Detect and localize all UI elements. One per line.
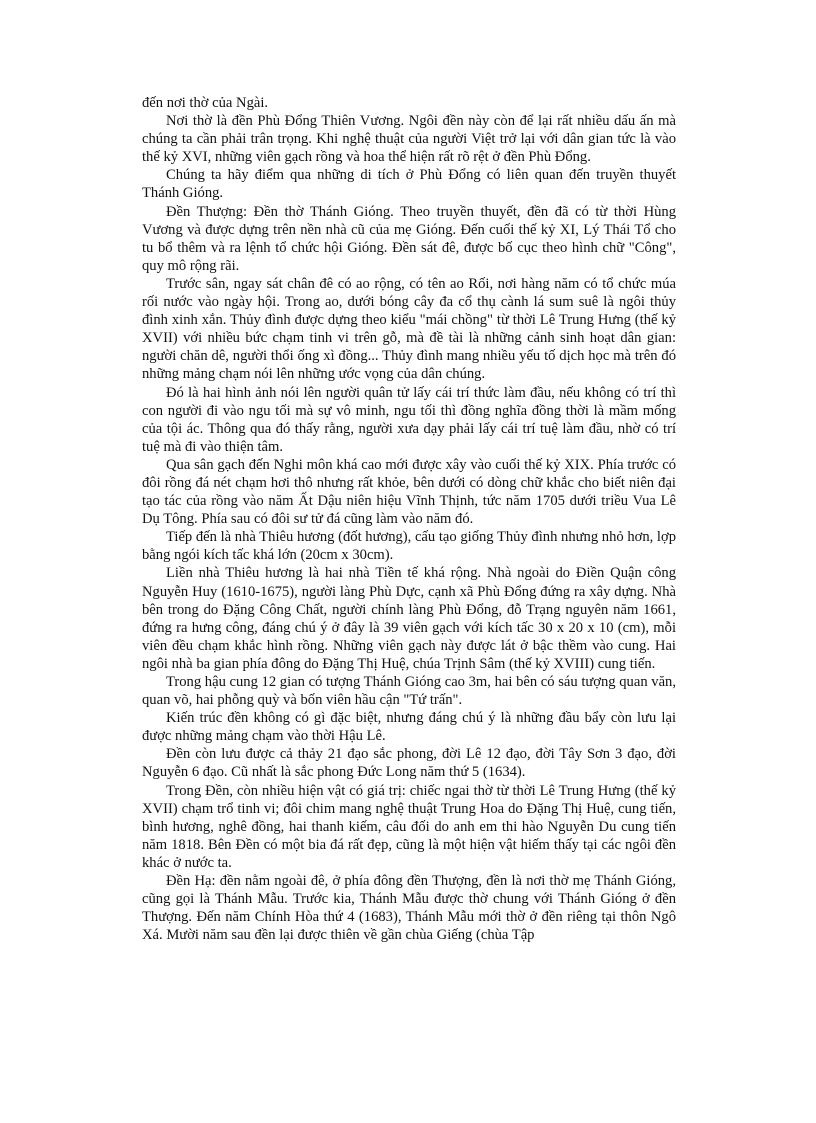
paragraph-2: Nơi thờ là đền Phù Đổng Thiên Vương. Ngôi đền này còn để lại rất nhiều dấu ấn mà chúng ta cần phải trân trọng. Khi nghệ thuật của người Việt trở lại với dân gian tức là vào thế kỷ XVI, những viên gạch rồng và hoa thể hiện rất rõ rệt ở đền Phù Đổng.: [142, 113, 676, 166]
paragraph-7: Qua sân gạch đến Nghi môn khá cao mới được xây vào cuối thế kỷ XIX. Phía trước có đôi rồng đá nét chạm hơi thô nhưng rất khỏe, bên dưới có dòng chữ khắc cho biết niên đại tạo tác của rồng vào năm Ất Dậu niên hiệu Vĩnh Thịnh, tức năm 1705 dưới triều Vua Lê Dụ Tông. Phía sau có đôi sư tử đá cũng làm vào năm đó.: [142, 456, 676, 528]
document-body: [142, 94, 676, 944]
paragraph-1: đến nơi thờ của Ngài.: [142, 95, 269, 111]
paragraph-10: Trong hậu cung 12 gian có tượng Thánh Gióng cao 3m, hai bên có sáu tượng quan văn, quan võ, hai phỗng quỳ và bốn viên hầu cận "Tứ trấn".: [142, 674, 676, 709]
paragraph-8: Tiếp đến là nhà Thiêu hương (đốt hương), cấu tạo giống Thủy đình nhưng nhỏ hơn, lợp bằng ngói kích tấc khá lớn (20cm x 30cm).: [142, 529, 676, 564]
paragraph-13: Trong Đền, còn nhiều hiện vật có giá trị: chiếc ngai thờ từ thời Lê Trung Hưng (thế kỷ XVII) chạm trổ tinh vi; đôi chim mang nghệ thuật Trung Hoa do Đặng Thị Huệ, cung tiến, bình hương, nghê đồng, hai thanh kiếm, câu đối do anh em thi hào Nguyễn Du cung tiến năm 1818. Bên Đền có một bia đá rất đẹp, cũng là một hiện vật hiếm thấy tại các ngôi đền khác ở nước ta.: [142, 782, 676, 871]
paragraph-9: Liền nhà Thiêu hương là hai nhà Tiền tế khá rộng. Nhà ngoài do Điền Quận công Nguyễn Huy (1610-1675), người làng Phù Dực, cạnh xã Phù Đổng đứng ra xây dựng. Nhà bên trong do Đặng Công Chất, người chính làng Phù Đổng, đỗ Trạng nguyên năm 1661, đứng ra hưng công, đáng chú ý ở đây là 39 viên gạch với kích tấc 30 x 20 x 10 (cm), mỗi viên đều chạm khắc hình rồng. Những viên gạch này được lát ở bậc thềm vào cung. Hai ngôi nhà ba gian phía đông do Đặng Thị Huệ, chúa Trịnh Sâm (thế kỷ XVIII) cung tiến.: [142, 565, 676, 672]
paragraph-3: Chúng ta hãy điểm qua những di tích ở Phù Đổng có liên quan đến truyền thuyết Thánh Gióng.: [142, 167, 676, 202]
paragraph-12: Đền còn lưu được cả thảy 21 đạo sắc phong, đời Lê 12 đạo, đời Tây Sơn 3 đạo, đời Nguyễn 6 đạo. Cũ nhất là sắc phong Đức Long năm thứ 5 (1634).: [142, 746, 676, 781]
paragraph-6: Đó là hai hình ảnh nói lên người quân tử lấy cái trí thức làm đầu, nếu không có trí thì con người đi vào ngu tối mà sự vô minh, ngu tối thì đồng nghĩa đồng thời là mầm mống của tội ác. Thông qua đó thấy rằng, người xưa dạy phải lấy cái trí tuệ làm đầu, nhờ có trí tuệ mà đi vào thiện tâm.: [142, 384, 676, 455]
paragraph-14: Đền Hạ: đền nằm ngoài đê, ở phía đông đền Thượng, đền là nơi thờ mẹ Thánh Gióng, cũng gọi là Thánh Mẫu. Trước kia, Thánh Mẫu được thờ chung với Thánh Gióng ở đền Thượng. Đến năm Chính Hòa thứ 4 (1683), Thánh Mẫu mới thờ ở đền riêng tại thôn Ngô Xá. Mười năm sau đền lại được thiên về gần chùa Giếng (chùa Tập: [142, 873, 676, 944]
paragraph-5: Trước sân, ngay sát chân đê có ao rộng, có tên ao Rối, nơi hàng năm có tổ chức múa rối nước vào ngày hội. Trong ao, dưới bóng cây đa cổ thụ cành lá sum suê là ngôi thủy đình xinh xắn. Thủy đình được dựng theo kiểu "mái chồng" từ thời Lê Trung Hưng (thế kỷ XVII) với nhiều bức chạm tinh vi trên gỗ, mà đề tài là những cảnh sinh hoạt dân gian: người chăn dê, người thổi ống xì đồng... Thủy đình mang nhiều yếu tố dịch học mà trên đó những mảng chạm nói lên những ước vọng của dân chúng.: [142, 275, 676, 383]
paragraph-4: Đền Thượng: Đền thờ Thánh Gióng. Theo truyền thuyết, đền đã có từ thời Hùng Vương và được dựng trên nền nhà cũ của mẹ Gióng. Đến cuối thế kỷ XI, Lý Thái Tổ cho tu bổ thêm và ra lệnh tổ chức hội Gióng. Đền sát đê, được bố cục theo hình chữ "Công", quy mô rộng rãi.: [142, 203, 676, 274]
paragraph-11: Kiến trúc đền không có gì đặc biệt, nhưng đáng chú ý là những đầu bẩy còn lưu lại được những mảng chạm vào thời Hậu Lê.: [142, 710, 676, 745]
